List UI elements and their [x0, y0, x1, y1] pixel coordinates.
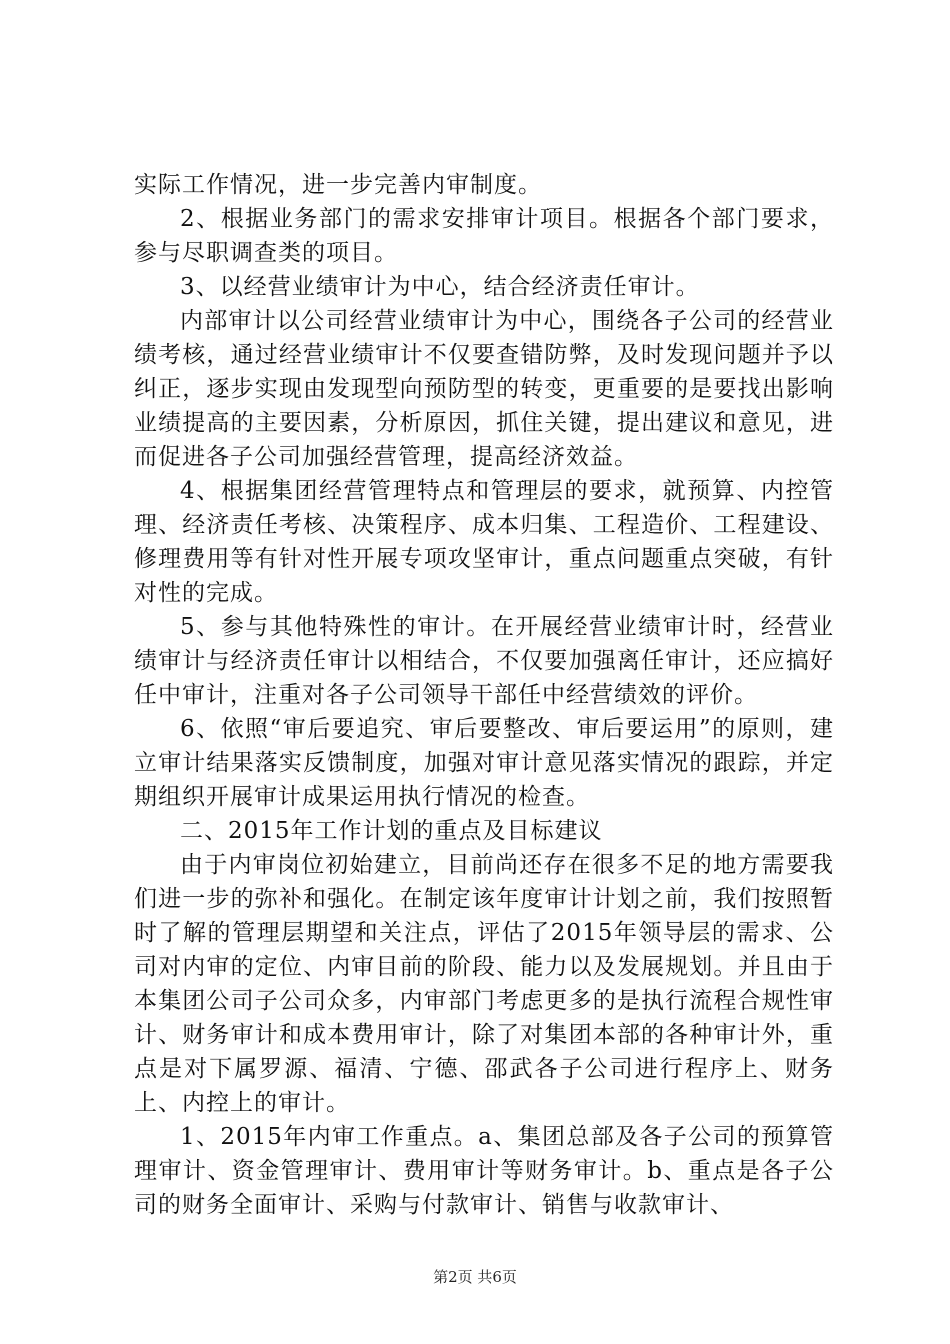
- page-footer: 第2页 共6页: [433, 1268, 517, 1286]
- paragraph-7: 6、依照“审后要追究、审后要整改、审后要运用”的原则，建立审计结果落实反馈制度，加强对审计意见落实情况的跟踪，并定期组织开展审计成果运用执行情况的检查。: [134, 716, 834, 810]
- paragraph-1: 实际工作情况，进一步完善内审制度。: [134, 172, 542, 198]
- section-heading-2: 二、2015年工作计划的重点及目标建议: [180, 818, 603, 844]
- paragraph-3: 3、以经营业绩审计为中心，结合经济责任审计。: [180, 274, 700, 300]
- paragraph-2: 2、根据业务部门的需求安排审计项目。根据各个部门要求，参与尽职调查类的项目。: [134, 206, 834, 266]
- document-body: [134, 168, 834, 1222]
- paragraph-5: 4、根据集团经营管理特点和管理层的要求，就预算、内控管理、经济责任考核、决策程序、成本归集、工程造价、工程建设、修理费用等有针对性开展专项攻坚审计，重点问题重点突破，有针对性的完成。: [134, 478, 834, 606]
- paragraph-8: 由于内审岗位初始建立，目前尚还存在很多不足的地方需要我们进一步的弥补和强化。在制定该年度审计计划之前，我们按照暂时了解的管理层期望和关注点，评估了2015年领导层的需求、公司对内审的定位、内审目前的阶段、能力以及发展规划。并且由于本集团公司子公司众多，内审部门考虑更多的是执行流程合规性审计、财务审计和成本费用审计，除了对集团本部的各种审计外，重点是对下属罗源、福清、宁德、邵武各子公司进行程序上、财务上、内控上的审计。: [134, 852, 834, 1116]
- paragraph-6: 5、参与其他特殊性的审计。在开展经营业绩审计时，经营业绩审计与经济责任审计以相结合，不仅要加强离任审计，还应搞好任中审计，注重对各子公司领导干部任中经营绩效的评价。: [134, 614, 834, 708]
- paragraph-4: 内部审计以公司经营业绩审计为中心，围绕各子公司的经营业绩考核，通过经营业绩审计不仅要查错防弊，及时发现问题并予以纠正，逐步实现由发现型向预防型的转变，更重要的是要找出影响业绩提高的主要因素，分析原因，抓住关键，提出建议和意见，进而促进各子公司加强经营管理，提高经济效益。: [134, 308, 834, 470]
- paragraph-9: 1、2015年内审工作重点。a、集团总部及各子公司的预算管理审计、资金管理审计、费用审计等财务审计。b、重点是各子公司的财务全面审计、采购与付款审计、销售与收款审计、: [134, 1124, 834, 1218]
